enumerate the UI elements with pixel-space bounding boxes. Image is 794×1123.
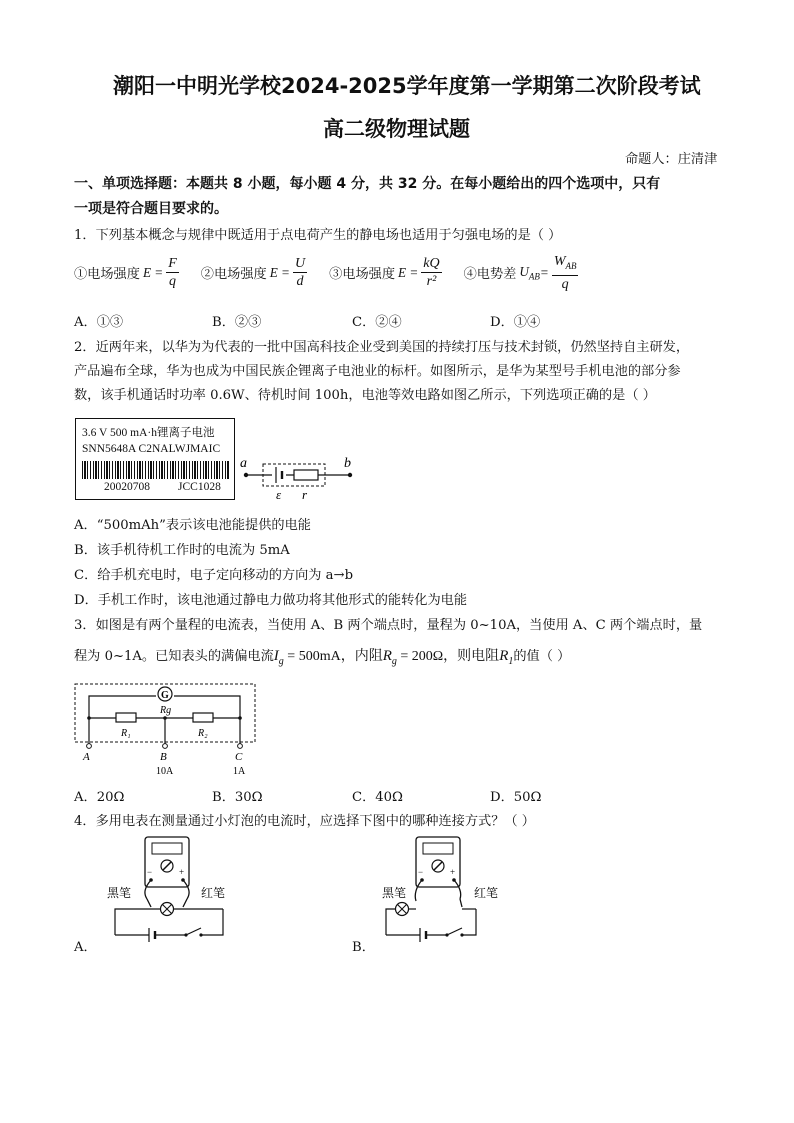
plus-sign-icon: + xyxy=(450,867,456,877)
red-pen-label: 红笔 xyxy=(201,886,226,900)
black-pen-label: 黑笔 xyxy=(382,886,407,900)
q3-option-a[interactable]: A．20Ω xyxy=(74,790,125,805)
q3-stem2-part3: = 200Ω，则电阻 xyxy=(396,649,500,664)
terminal-a-dot xyxy=(244,473,248,477)
q1-item2-lhs: E = xyxy=(269,264,290,280)
q3-ig-letter: I xyxy=(273,648,279,664)
terminal-c-range: 1A xyxy=(233,766,246,777)
terminal-a-label: A xyxy=(83,751,90,763)
q1-item2-fraction xyxy=(293,255,307,290)
q2-stem-line2: 产品遍布全球，华为也成为中国民族企锂离子电池业的标杆。如图所示，是华为某型号手机电池的部分参 xyxy=(74,364,681,379)
black-pen-label: 黑笔 xyxy=(107,886,132,900)
r2-label: R₂ xyxy=(198,728,208,739)
q1-item2-denominator: d xyxy=(296,274,304,290)
q1-item4-equals: = xyxy=(539,264,549,280)
q4-stem: 4．多用电表在测量通过小灯泡的电流时，应选择下图中的哪种连接方式？（ ） xyxy=(74,814,535,829)
q2-option-b[interactable]: B．该手机待机工作时的电流为 5mA xyxy=(74,543,290,558)
battery-label-line2: SNN5648A C2NALWJMAIC xyxy=(82,443,221,455)
q3-option-c[interactable]: C．40Ω xyxy=(352,790,403,805)
q3-option-d[interactable]: D．50Ω xyxy=(490,790,542,805)
q1-items xyxy=(74,253,578,293)
internal-resistor xyxy=(294,470,318,480)
multimeter-display xyxy=(423,843,453,854)
terminal-b-label: B xyxy=(160,751,167,763)
ammeter-circuit xyxy=(72,682,262,782)
q1-item4-numerator-sub: AB xyxy=(565,260,577,271)
q1-item4-denominator: q xyxy=(561,276,569,292)
q1-item1-denominator: q xyxy=(168,274,176,290)
rg-label: Rg xyxy=(160,705,172,716)
q3-r1-symbol xyxy=(499,648,514,667)
multimeter-display xyxy=(152,843,182,854)
q4-figure-b[interactable] xyxy=(382,835,512,950)
q1-item1-label: ①电场强度 xyxy=(74,267,140,283)
q1-option-d[interactable]: D．①④ xyxy=(490,315,541,330)
emf-label: ε xyxy=(276,487,282,502)
terminal-b-dot xyxy=(348,473,352,477)
q2-option-d[interactable]: D．手机工作时，该电池通过静电力做功将其他形式的能转化为电能 xyxy=(74,593,468,608)
q1-item3-label: ③电场强度 xyxy=(329,267,396,283)
q2-stem-line3: 数，该手机通话时功率 0.6W、待机时间 100h，电池等效电路如图乙所示，下列选项正确的是（ ） xyxy=(74,388,656,403)
battery-equivalent-circuit xyxy=(238,452,360,502)
q4-option-b[interactable]: B． xyxy=(352,940,375,955)
q1-item1-numerator: F xyxy=(168,256,177,272)
q4-figure-a[interactable] xyxy=(105,835,235,950)
q1-item3-fraction xyxy=(421,255,441,290)
terminal-b xyxy=(163,744,168,749)
section-heading-line2: 一项是符合题目要求的。 xyxy=(74,201,228,217)
battery-label-line3b: JCC1028 xyxy=(178,481,221,493)
q1-item1-fraction xyxy=(166,255,179,290)
q2-stem-line1: 2．近两年来，以华为为代表的一批中国高科技企业受到美国的持续打压与技术封锁，仍然坚持自主研发， xyxy=(74,340,690,355)
q1-item3-denominator: r² xyxy=(426,274,437,290)
q3-stem2-part1: 程为 0~1A。已知表头的满偏电流 xyxy=(74,649,274,664)
q1-item3-lhs: E = xyxy=(398,264,419,280)
q1-item2-numerator: U xyxy=(294,256,306,272)
q4-option-a[interactable]: A． xyxy=(74,940,97,955)
q3-stem-line1: 3．如图是有两个量程的电流表，当使用 A、B 两个端点时，量程为 0~10A，当使用 A、C 两个端点时，量 xyxy=(74,618,703,633)
minus-sign-icon: − xyxy=(418,867,424,877)
q3-ig-sub: g xyxy=(278,656,284,667)
terminal-a-label: a xyxy=(240,456,247,471)
resistor-r2 xyxy=(193,713,213,722)
q3-rg-sub: g xyxy=(391,656,397,667)
section-heading-line1: 一、单项选择题：本题共 8 小题，每小题 4 分，共 32 分。在每小题给出的四个选项中，只有 xyxy=(74,176,661,192)
q1-option-b[interactable]: B．②③ xyxy=(212,315,262,330)
q1-item2 xyxy=(201,255,307,290)
q3-option-b[interactable]: B．30Ω xyxy=(212,790,263,805)
author-line: 命题人：庄清津 xyxy=(625,152,718,167)
q1-item4-lhs-sub: AB xyxy=(528,271,540,282)
exam-title: 潮阳一中明光学校2024-2025学年度第一学期第二次阶段考试 xyxy=(113,74,701,98)
q1-item1 xyxy=(74,255,179,290)
q3-r1-letter: R xyxy=(499,648,509,664)
r1-label: R₁ xyxy=(121,728,131,739)
terminal-c xyxy=(238,744,243,749)
terminal-b-range: 10A xyxy=(156,766,174,777)
q1-item4-numerator xyxy=(552,253,579,276)
terminal-c-label: C xyxy=(235,751,243,763)
terminal-a xyxy=(87,744,92,749)
q3-rg-letter: R xyxy=(382,648,392,664)
q3-stem2-part4: 的值（ ） xyxy=(513,649,571,664)
q1-item3-numerator: kQ xyxy=(423,256,440,272)
internal-resistance-label: r xyxy=(302,487,308,502)
q1-item4-numerator-symbol: W xyxy=(553,254,566,269)
q1-item4-lhs xyxy=(519,264,540,282)
red-pen-label: 红笔 xyxy=(474,886,499,900)
terminal-b-label: b xyxy=(344,456,351,471)
switch-icon xyxy=(447,928,462,935)
q2-option-a[interactable]: A．“500mAh”表示该电池能提供的电能 xyxy=(74,518,311,533)
minus-sign-icon: − xyxy=(147,867,153,877)
galvanometer-label: G xyxy=(161,690,169,701)
q1-item1-lhs: E = xyxy=(142,264,164,280)
battery-label-line3a: 20020708 xyxy=(104,481,150,493)
q3-rg-symbol xyxy=(382,648,397,667)
q1-item2-label: ②电场强度 xyxy=(200,267,267,283)
battery-label-line1: 3.6 V 500 mA·h锂离子电池 xyxy=(82,427,215,439)
q1-item4-lhs-symbol: U xyxy=(519,264,529,280)
q2-option-c[interactable]: C．给手机充电时，电子定向移动的方向为 a→b xyxy=(74,568,354,583)
q1-item4-label: ④电势差 xyxy=(463,267,517,283)
resistor-r1 xyxy=(116,713,136,722)
q3-ig-symbol xyxy=(273,648,284,667)
q3-stem-line2 xyxy=(74,645,570,667)
q1-option-a[interactable]: A．①③ xyxy=(74,315,124,330)
battery-label xyxy=(75,418,235,500)
q3-stem2-part2: = 500mA，内阻 xyxy=(283,649,383,664)
q3-r1-sub: 1 xyxy=(508,656,514,667)
barcode xyxy=(82,461,230,479)
exam-subtitle: 高二级物理试题 xyxy=(323,117,470,141)
q1-item4-fraction xyxy=(552,253,579,293)
plus-sign-icon: + xyxy=(179,867,185,877)
switch-icon xyxy=(186,928,201,935)
q1-option-c[interactable]: C．②④ xyxy=(352,315,402,330)
q1-item3 xyxy=(329,255,442,290)
q1-stem: 1．下列基本概念与规律中既适用于点电荷产生的静电场也适用于匀强电场的是（ ） xyxy=(74,228,562,243)
q1-item4 xyxy=(464,253,579,293)
